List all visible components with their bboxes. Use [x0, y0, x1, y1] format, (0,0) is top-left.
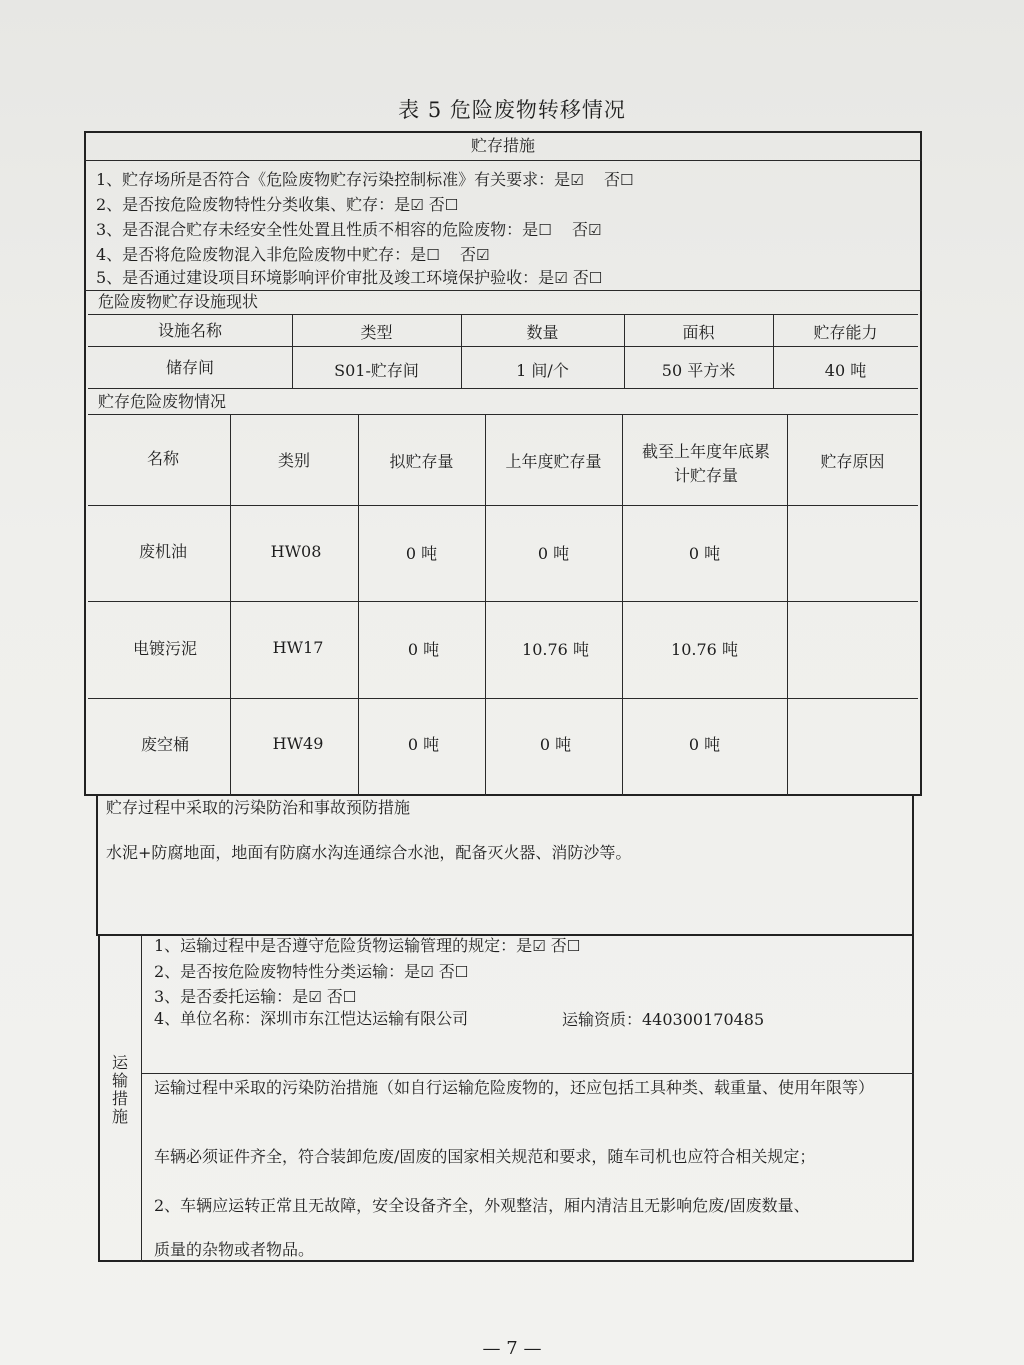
- divider: [88, 414, 918, 415]
- no-label: 否: [550, 936, 567, 955]
- checkbox-yes: ☐: [538, 221, 552, 239]
- waste-header-category: 类别: [277, 451, 310, 470]
- transport-question-1: [154, 936, 580, 956]
- question-text: 4、是否将危险废物混入非危险废物中贮存：是: [96, 245, 427, 264]
- col-line: [141, 934, 142, 1262]
- waste-row-3-planned: 0 吨: [407, 735, 440, 754]
- transport-measures-line-2: 2、车辆应运转正常且无故障，安全设备齐全，外观整洁，厢内清洁且无影响危废/固废数量、: [154, 1196, 810, 1215]
- row-line: [88, 601, 918, 602]
- waste-row-1-last-year: 0 吨: [537, 544, 570, 563]
- facility-header-count: 数量: [526, 323, 559, 342]
- waste-section-title: 贮存危险废物情况: [98, 392, 227, 411]
- question-text: 3、是否混合贮存未经安全性处置且性质不相容的危险废物：是: [96, 220, 539, 239]
- question-text: 5、是否通过建设项目环境影响评价审批及竣工环境保护验收：是: [96, 268, 555, 287]
- page-title: 表 5 危险废物转移情况: [398, 98, 626, 122]
- waste-row-3-name: 废空桶: [140, 735, 189, 754]
- facility-cell-type: S01-贮存间: [334, 361, 419, 380]
- checkbox-yes: ☑: [532, 937, 546, 955]
- checkbox-no: ☐: [620, 171, 634, 189]
- waste-row-1-planned: 0 吨: [405, 544, 438, 563]
- no-label: 否: [326, 987, 343, 1006]
- storage-header: 贮存措施: [470, 136, 535, 155]
- storage-question-3: [96, 220, 601, 240]
- checkbox-no: ☐: [444, 196, 459, 214]
- checkbox-no: ☐: [566, 937, 581, 955]
- waste-row-2-last-year: 10.76 吨: [522, 640, 589, 659]
- transport-measures-line-3: 质量的杂物或者物品。: [154, 1240, 315, 1259]
- transport-qualification: 运输资质：440300170485: [562, 1010, 765, 1029]
- checkbox-yes: ☑: [420, 963, 434, 981]
- divider: [84, 160, 922, 161]
- no-label: 否: [572, 268, 589, 287]
- question-text: 1、运输过程中是否遵守危险货物运输管理的规定：是: [154, 936, 533, 955]
- transport-question-2: [154, 962, 468, 982]
- no-label: 否: [438, 962, 455, 981]
- checkbox-yes: ☑: [554, 269, 568, 287]
- facility-header-capacity: 贮存能力: [813, 323, 878, 342]
- waste-row-2-cumulative: 10.76 吨: [671, 640, 738, 659]
- no-label: 否: [603, 170, 620, 189]
- checkbox-yes: ☑: [410, 196, 424, 214]
- transport-label: 运输措施: [111, 1053, 128, 1126]
- waste-row-2-category: HW17: [272, 638, 324, 657]
- waste-header-planned: 拟贮存量: [389, 452, 454, 471]
- checkbox-no: ☐: [588, 269, 603, 287]
- checkbox-yes: ☐: [426, 246, 440, 264]
- row-line: [88, 505, 918, 506]
- no-label: 否: [571, 220, 588, 239]
- transport-measures-line-1: 车辆必须证件齐全，符合装卸危废/固废的国家相关规范和要求，随车司机也应符合相关规定；: [154, 1147, 816, 1166]
- row-line: [88, 346, 918, 347]
- facility-cell-count: 1 间/个: [516, 361, 569, 380]
- waste-row-2-planned: 0 吨: [407, 640, 440, 659]
- facility-header-area: 面积: [682, 323, 715, 342]
- facility-header-type: 类型: [360, 323, 393, 342]
- row-line: [88, 698, 918, 699]
- waste-row-2-name: 电镀污泥: [132, 639, 197, 658]
- waste-header-cumulative: 截至上年度年底累计贮存量: [641, 442, 770, 485]
- prevention-text: 水泥+防腐地面，地面有防腐水沟连通综合水池，配备灭火器、消防沙等。: [106, 843, 632, 862]
- divider: [88, 314, 918, 315]
- checkbox-yes: ☑: [570, 171, 584, 189]
- storage-question-5: [96, 268, 602, 288]
- checkbox-yes: ☑: [308, 988, 322, 1006]
- waste-row-1-cumulative: 0 吨: [688, 544, 721, 563]
- waste-row-3-last-year: 0 吨: [539, 735, 572, 754]
- facility-cell-area: 50 平方米: [661, 361, 736, 380]
- waste-row-3-category: HW49: [272, 734, 324, 753]
- no-label: 否: [459, 245, 476, 264]
- prevention-title: 贮存过程中采取的污染防治和事故预防措施: [106, 798, 411, 817]
- checkbox-no: ☐: [454, 963, 469, 981]
- facility-header-name: 设施名称: [157, 321, 222, 340]
- facility-section-title: 危险废物贮存设施现状: [98, 292, 259, 311]
- transport-question-3: [154, 987, 356, 1007]
- question-text: 2、是否按危险废物特性分类收集、贮存：是: [96, 195, 411, 214]
- divider: [84, 290, 922, 291]
- storage-question-2: [96, 195, 458, 215]
- storage-question-4: [96, 245, 489, 265]
- waste-header-reason: 贮存原因: [820, 452, 885, 471]
- page-number: — 7 —: [482, 1338, 542, 1359]
- question-text: 1、贮存场所是否符合《危险废物贮存污染控制标准》有关要求：是: [96, 170, 571, 189]
- waste-row-3-cumulative: 0 吨: [688, 735, 721, 754]
- transport-company: 4、单位名称：深圳市东江恺达运输有限公司: [154, 1009, 469, 1028]
- facility-cell-name: 储存间: [165, 358, 214, 377]
- question-text: 2、是否按危险废物特性分类运输：是: [154, 962, 421, 981]
- row-line: [88, 388, 918, 389]
- checkbox-no: ☑: [588, 221, 602, 239]
- divider: [141, 1073, 914, 1074]
- checkbox-no: ☑: [476, 246, 490, 264]
- waste-row-1-name: 废机油: [138, 542, 187, 561]
- storage-question-1: [96, 170, 633, 190]
- no-label: 否: [428, 195, 445, 214]
- transport-measures-title: 运输过程中采取的污染防治措施（如自行运输危险废物的，还应包括工具种类、载重量、使用年限等）: [154, 1078, 875, 1097]
- waste-header-name: 名称: [146, 449, 179, 468]
- facility-cell-capacity: 40 吨: [824, 361, 867, 380]
- question-text: 3、是否委托运输：是: [154, 987, 309, 1006]
- waste-header-last-year: 上年度贮存量: [505, 452, 602, 471]
- waste-row-1-category: HW08: [270, 542, 322, 561]
- checkbox-no: ☐: [342, 988, 357, 1006]
